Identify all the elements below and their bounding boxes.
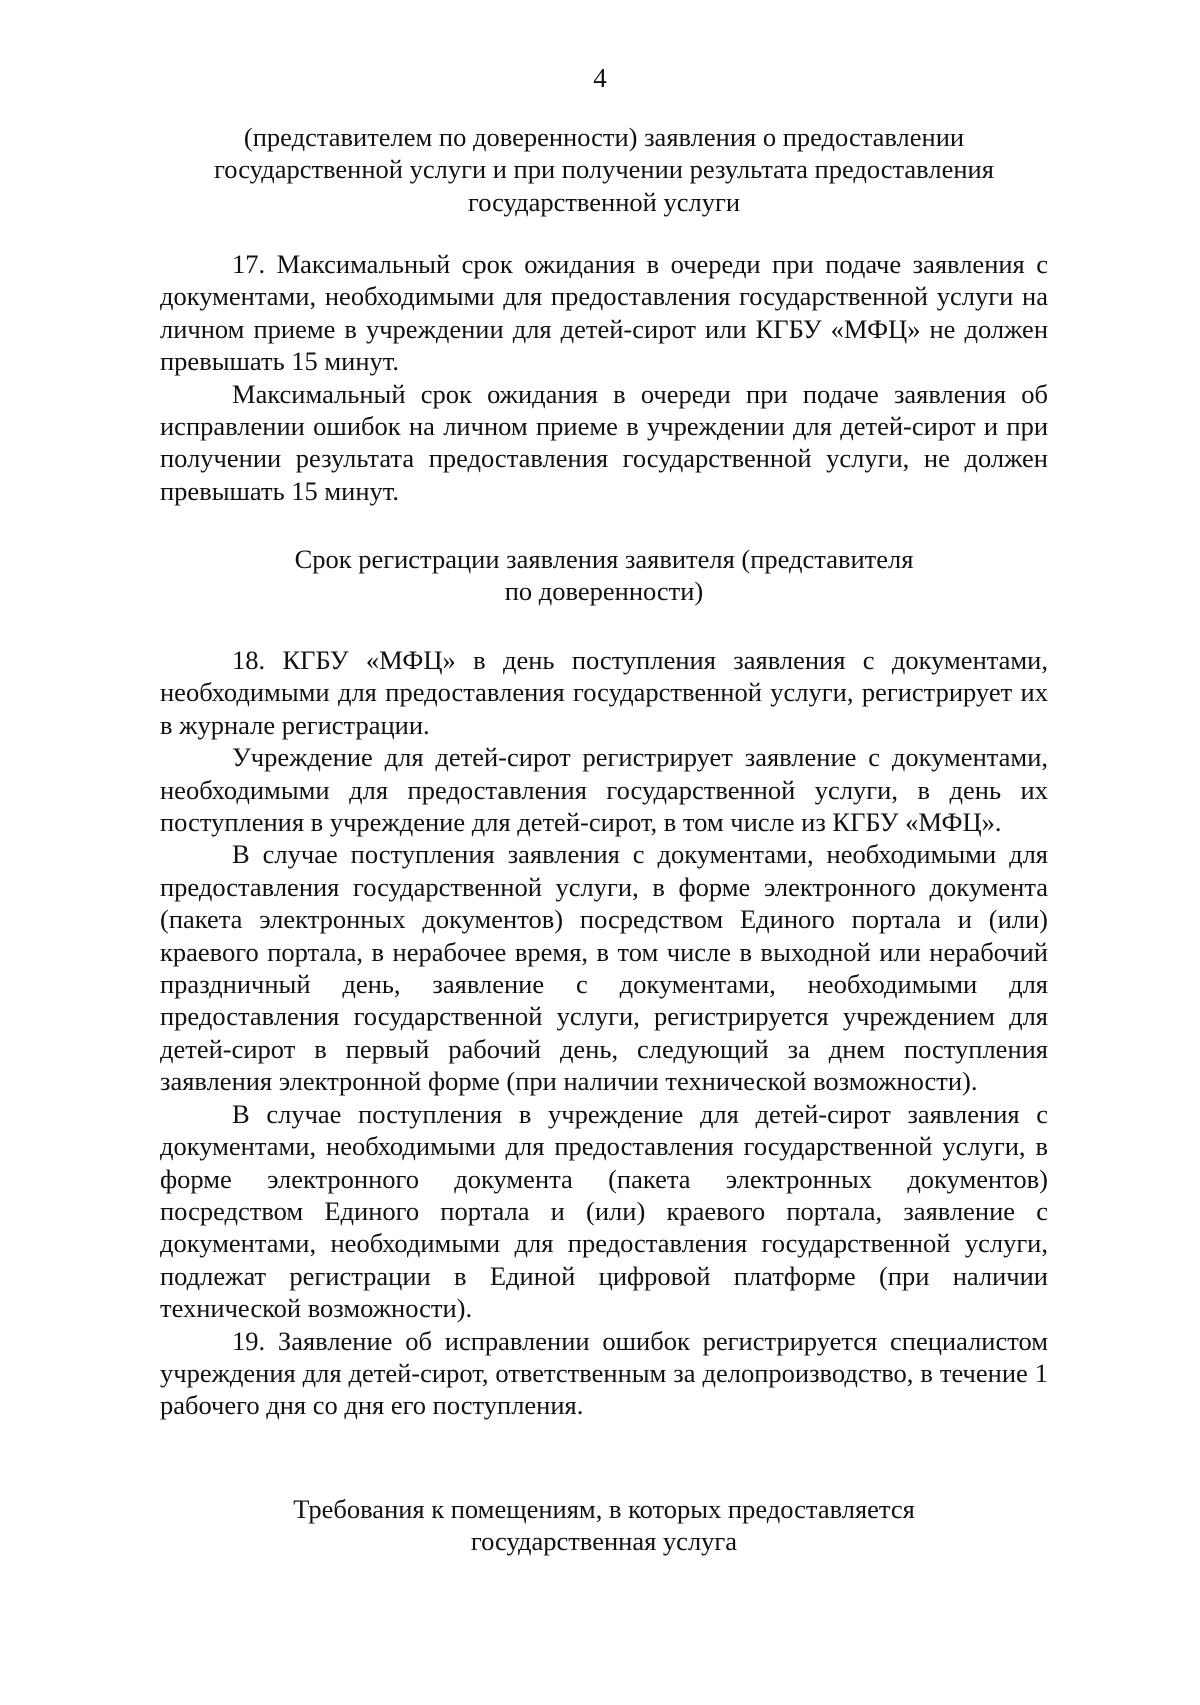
section-heading-premises	[160, 1493, 1048, 1558]
paragraph-18-institution: Учреждение для детей-сирот регистрирует заявление с документами, необходимыми для предоставления государственной услуги, в день их поступления в учреждение для детей-сирот, в том числе из КГБУ «МФЦ».	[160, 742, 1048, 838]
page-number: 4	[593, 63, 607, 93]
heading-line: государственная услуга	[470, 1526, 738, 1557]
paragraph-18: 18. КГБУ «МФЦ» в день поступления заявления с документами, необходимыми для предоставления государственной услуги, регистрирует их в журнале регистрации.	[160, 645, 1048, 740]
heading-line: Требования к помещениям, в которых предоставляется	[293, 1494, 915, 1524]
section-heading-registration	[160, 543, 1048, 608]
heading-line: государственной услуги и при получении результата предоставления	[214, 154, 994, 185]
section-heading-top	[160, 121, 1048, 218]
paragraph-18-electronic-platform: В случае поступления в учреждение для детей-сирот заявления с документами, необходимыми для предоставления государственной услуги, в форме электронного документа (пакета электронных документов) посредством Единого портала и (или) краевого портала, заявление с документами, необходимыми для предоставления государственной услуги, подлежат регистрации в Единой цифровой платформе (при наличии технической возможности).	[160, 1098, 1048, 1324]
heading-line: Срок регистрации заявления заявителя (представителя	[294, 544, 914, 574]
paragraph-17: 17. Максимальный срок ожидания в очереди при подаче заявления с документами, необходимыми для предоставления государственной услуги на личном приеме в учреждении для детей-сирот или КГБУ «МФЦ» не должен превышать 15 минут.	[160, 249, 1048, 377]
heading-line: государственной услуги	[467, 186, 741, 217]
heading-line: по доверенности)	[504, 576, 704, 607]
section-17-text	[160, 248, 1048, 507]
section-18-19-text	[160, 644, 1048, 1422]
paragraph-18-electronic-nonworking: В случае поступления заявления с документами, необходимыми для предоставления государственной услуги, в форме электронного документа (пакета электронных документов) посредством Единого портала и (или) краевого портала, в нерабочее время, в том числе в выходной или нерабочий праздничный день, заявление с документами, необходимыми для предоставления государственной услуги, регистрируется учреждением для детей-сирот в первый рабочий день, следующий за днем поступления заявления электронной форме (при наличии технической возможности).	[160, 839, 1048, 1097]
paragraph-19: 19. Заявление об исправлении ошибок регистрируется специалистом учреждения для детей-сирот, ответственным за делопроизводство, в течение 1 рабочего дня со дня его поступления.	[160, 1325, 1048, 1421]
heading-line: (представителем по доверенности) заявления о предоставлении	[243, 122, 965, 152]
paragraph-17-queue-corrections: Максимальный срок ожидания в очереди при подаче заявления об исправлении ошибок на личном приеме в учреждении для детей-сирот и при получении результата предоставления государственной услуги, не должен превышать 15 минут.	[160, 378, 1048, 506]
